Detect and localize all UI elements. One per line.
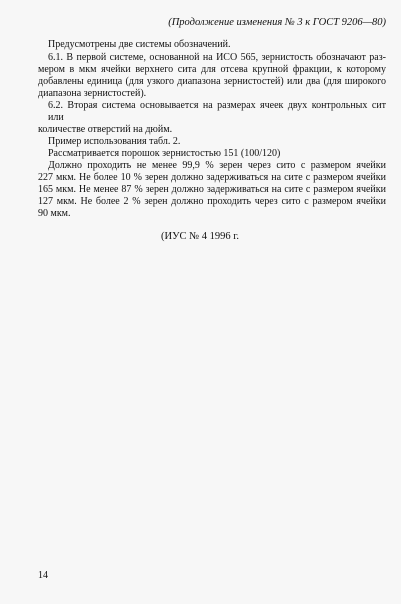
document-body (38, 39, 386, 220)
paragraph-considered (38, 148, 386, 160)
text-line: количестве отверстий на дюйм. (38, 124, 173, 135)
text-line: диапазона зернистостей). (38, 88, 147, 99)
paragraph-6-1 (38, 52, 386, 100)
paragraph-intro (38, 39, 386, 51)
source-reference: (ИУС № 4 1996 г. (161, 231, 240, 242)
text-line: 6.2. Вторая система основывается на размерах ячеек двух контрольных сит или (48, 100, 386, 123)
running-header: (Продолжение изменения № 3 к ГОСТ 9206—80) (168, 17, 386, 28)
paragraph-6-2 (38, 100, 386, 136)
text-line: добавлены единица (для узкого диапазона зернистостей) или два (для широкого (38, 76, 386, 87)
paragraph-example (38, 136, 386, 148)
text-line: 6.1. В первой системе, основанной на ИСО 565, зернистость обозначают раз- (48, 52, 386, 63)
text-line: Пример использования табл. 2. (48, 136, 181, 147)
text-line: Рассматривается порошок зернистостью 151 (100/120) (48, 148, 281, 159)
text-line: 127 мкм. Не более 2 % зерен должно проходить через сито с размером ячейки (38, 196, 386, 207)
text-line: Должно проходить не менее 99,9 % зерен через сито с размером ячейки (48, 160, 386, 171)
text-line: 90 мкм. (38, 208, 71, 219)
text-line: Предусмотрены две системы обозначений. (48, 39, 231, 50)
text-line: мером в мкм ячейки верхнего сита для отсева крупной фракции, к которому (38, 64, 386, 75)
paragraph-detail (38, 160, 386, 220)
page-number: 14 (38, 570, 48, 581)
text-line: 165 мкм. Не менее 87 % зерен должно задерживаться на сите с размером ячейки (38, 184, 386, 195)
text-line: 227 мкм. Не более 10 % зерен должно задерживаться на сите с размером ячейки (38, 172, 386, 183)
